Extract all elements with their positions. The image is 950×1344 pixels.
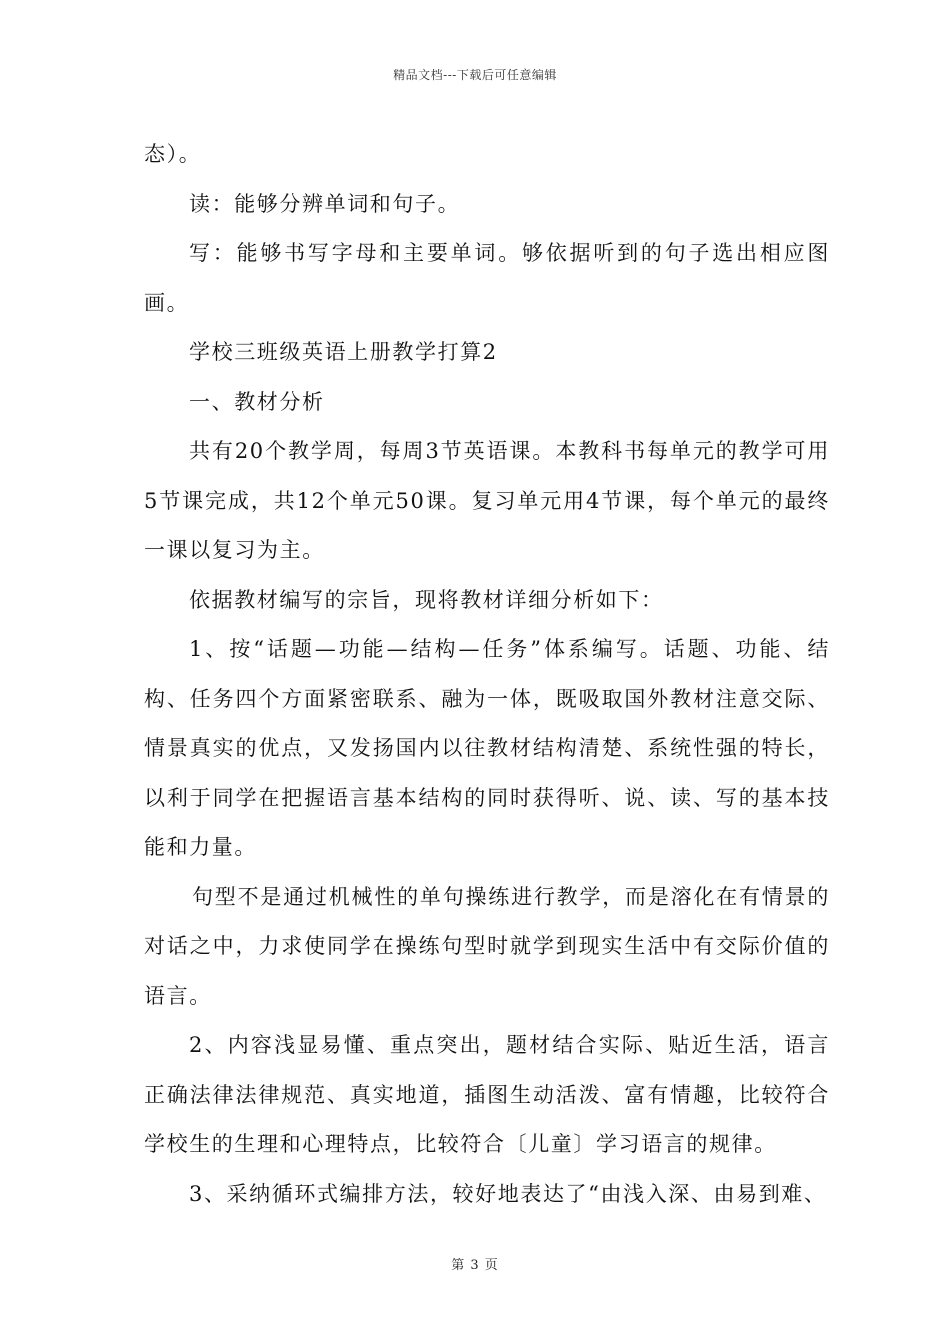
paragraph-6: 共有20个教学周，每周3节英语课。本教科书每单元的教学可用5节课完成，共12个单元50课。复习单元用4节课，每个单元的最终一课以复习为主。: [144, 439, 830, 562]
paragraph-7: 依据教材编写的宗旨，现将教材详细分析如下：: [189, 587, 664, 612]
paragraph-11: 3、采纳循环式编排方法，较好地表达了“由浅入深、由易到难、: [189, 1181, 827, 1206]
subsection-heading: 一、教材分析: [189, 389, 325, 414]
page-number: 第 3 页: [451, 1258, 499, 1273]
paragraph-8: 1、按“话题—功能—结构—任务”体系编写。话题、功能、结构、任务四个方面紧密联系、融为一体，既吸取国外教材注意交际、情景真实的优点，又发扬国内以往教材结构清楚、系统性强的特长，以利于同学在把握语言基本结构的同时获得听、说、读、写的基本技能和力量。: [144, 637, 830, 859]
paragraph-10: 2、内容浅显易懂、重点突出，题材结合实际、贴近生活，语言正确法律法律规范、真实地道，插图生动活泼、富有情趣，比较符合学校生的生理和心理特点，比较符合〔儿童〕学习语言的规律。: [144, 1033, 830, 1156]
paragraph-9: 句型不是通过机械性的单句操练进行教学，而是溶化在有情景的对话之中，力求使同学在操练句型时就学到现实生活中有交际价值的语言。: [144, 884, 830, 1008]
paragraph-1: 态）。: [144, 142, 202, 166]
section-title: 学校三班级英语上册教学打算2: [189, 340, 498, 364]
document-body: [144, 130, 830, 1219]
paragraph-2: 读：能够分辨单词和句子。: [189, 191, 461, 216]
page-header: 精品文档---下载后可任意编辑: [393, 68, 557, 82]
paragraph-3: 写：能够书写字母和主要单词。够依据听到的句子选出相应图画。: [144, 241, 830, 315]
